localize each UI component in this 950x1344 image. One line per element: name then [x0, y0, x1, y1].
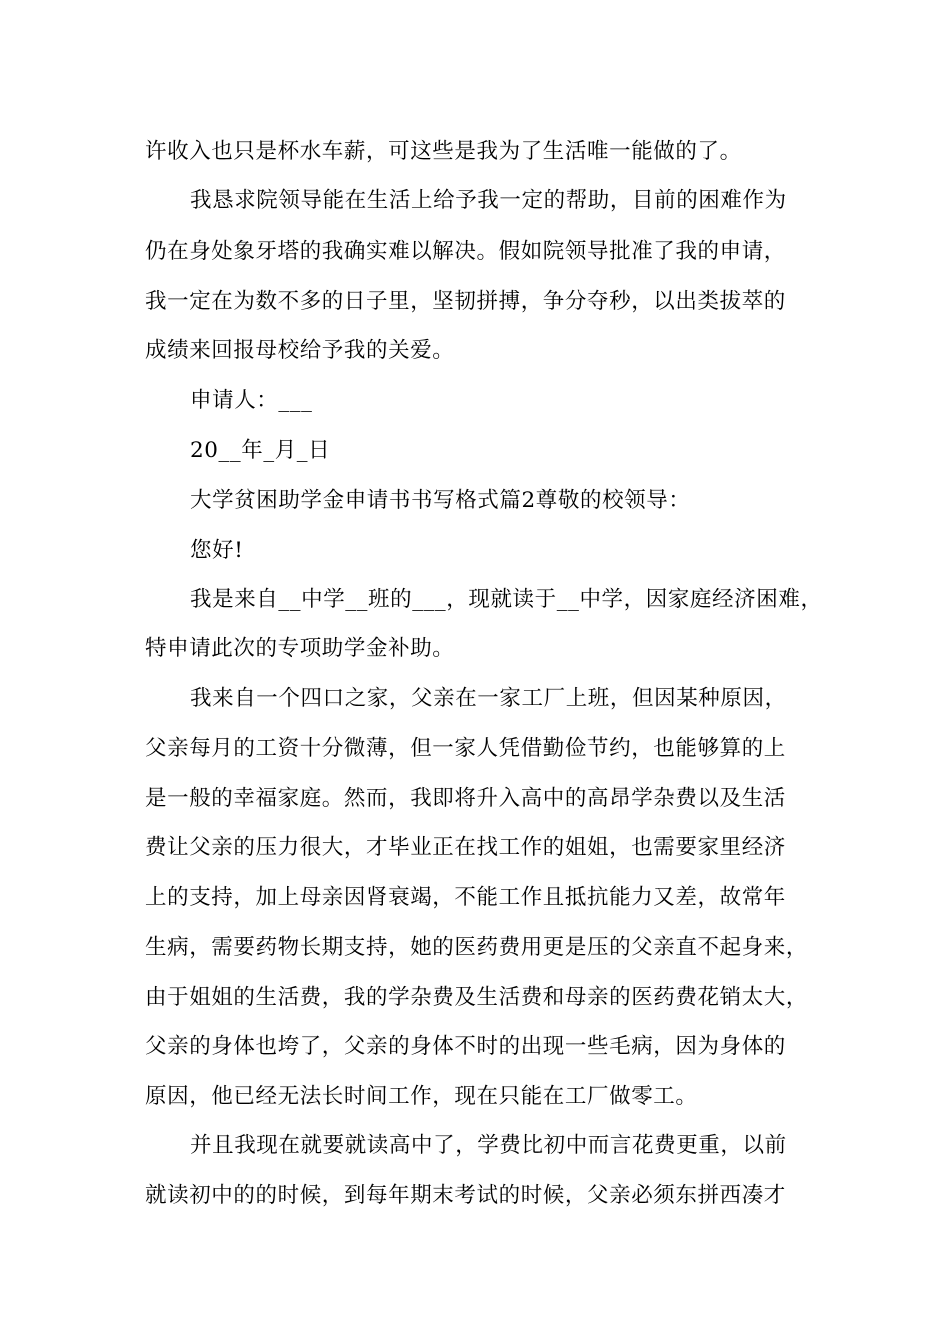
text-line: 原因，他已经无法长时间工作，现在只能在工厂做零工。 — [145, 1084, 698, 1109]
text-line: 是一般的幸福家庭。然而，我即将升入高中的高昂学杂费以及生活 — [145, 786, 786, 811]
text-line: 特申请此次的专项助学金补助。 — [145, 636, 455, 661]
text-line: 上的支持，加上母亲因肾衰竭，不能工作且抵抗能力又差，故常年 — [145, 885, 786, 910]
text-line: 许收入也只是杯水车薪，可这些是我为了生活唯一能做的了。 — [145, 139, 742, 164]
text-line: 我一定在为数不多的日子里，坚韧拼搏，争分夺秒，以出类拔萃的 — [145, 289, 786, 314]
text-line: 我恳求院领导能在生活上给予我一定的帮助，目前的困难作为 — [190, 188, 787, 213]
section-heading: 大学贫困助学金申请书书写格式篇2尊敬的校领导： — [190, 488, 691, 513]
text-line: 由于姐姐的生活费，我的学杂费及生活费和母亲的医药费花销太大， — [145, 985, 809, 1010]
text-line: 父亲每月的工资十分微薄，但一家人凭借勤俭节约，也能够算的上 — [145, 736, 786, 761]
greeting-line: 您好! — [190, 538, 244, 563]
text-line: 仍在身处象牙塔的我确实难以解决。假如院领导批准了我的申请， — [145, 239, 786, 264]
text-line: 并且我现在就要就读高中了，学费比初中而言花费更重，以前 — [190, 1133, 787, 1158]
text-line: 父亲的身体也垮了，父亲的身体不时的出现一些毛病，因为身体的 — [145, 1034, 786, 1059]
text-line: 我是来自__中学__班的___，现就读于__中学，因家庭经济困难， — [190, 587, 823, 612]
applicant-line: 申请人：___ — [190, 388, 313, 413]
date-line: 20__年_月_日 — [190, 438, 331, 463]
text-line: 生病，需要药物长期支持，她的医药费用更是压的父亲直不起身来， — [145, 935, 809, 960]
text-line: 我来自一个四口之家，父亲在一家工厂上班，但因某种原因， — [190, 686, 787, 711]
text-line: 成绩来回报母校给予我的关爱。 — [145, 338, 455, 363]
text-line: 费让父亲的压力很大，才毕业正在找工作的姐姐，也需要家里经济 — [145, 835, 786, 860]
text-line: 就读初中的的时候，到每年期末考试的时候，父亲必须东拼西凑才 — [145, 1183, 786, 1208]
